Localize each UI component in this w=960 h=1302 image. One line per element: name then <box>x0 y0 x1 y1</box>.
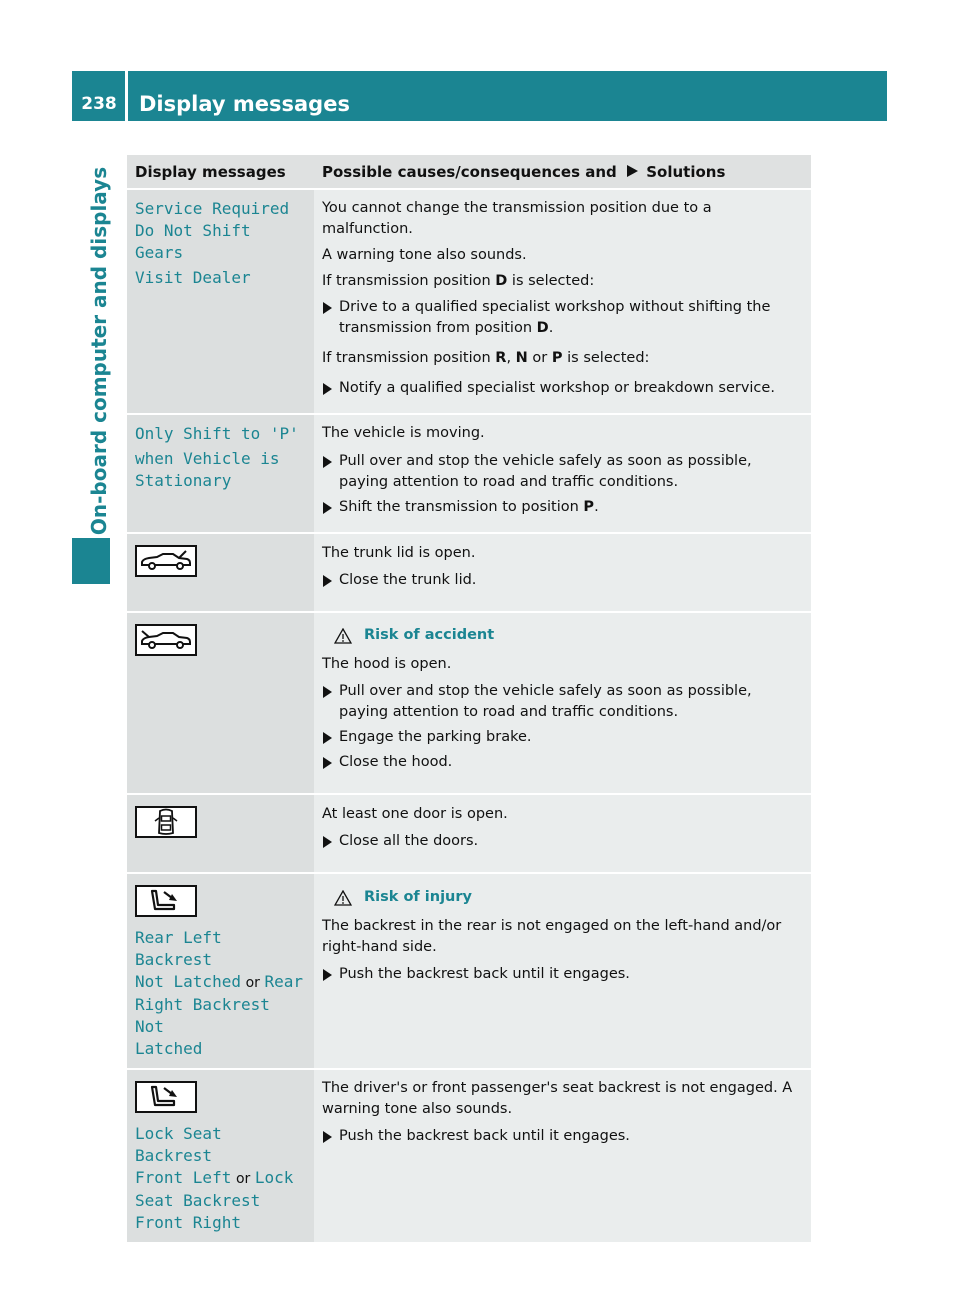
display-message-cell <box>127 873 314 1069</box>
solution-step: Engage the parking brake. <box>322 727 805 748</box>
step-arrow-icon <box>323 1131 332 1143</box>
step-arrow-icon <box>323 757 332 769</box>
table-row <box>127 414 811 533</box>
display-message-line: Service Required <box>135 199 290 218</box>
display-message-line: Not Latched <box>135 972 241 991</box>
display-message-cell <box>127 533 314 612</box>
cause-text: If transmission position R, N or P is selected: <box>322 350 650 366</box>
warning-notice <box>322 887 805 908</box>
side-section-tab <box>72 538 110 584</box>
step-arrow-icon <box>323 969 332 981</box>
cause-text: You cannot change the transmission position due to a malfunction. <box>322 200 712 237</box>
table-row <box>127 1069 811 1242</box>
display-message-cell <box>127 414 314 533</box>
table-row <box>127 533 811 612</box>
solution-step: Close the trunk lid. <box>322 570 805 591</box>
warning-triangle-icon <box>334 628 352 644</box>
display-message-line: Right Backrest Not <box>135 995 270 1036</box>
step-arrow-icon <box>323 686 332 698</box>
display-message-line: Seat Backrest <box>135 1191 261 1210</box>
cause-text: The vehicle is moving. <box>322 425 485 441</box>
solution-step: Pull over and stop the vehicle safely as soon as possible, paying attention to road and traffic conditions. <box>322 681 805 723</box>
step-arrow-icon <box>323 732 332 744</box>
warning-label: Risk of accident <box>364 627 495 643</box>
solution-arrow-icon <box>625 164 639 178</box>
page-header <box>72 71 887 121</box>
display-message-line: Front Left <box>135 1168 232 1187</box>
display-message-line: Do Not Shift Gears <box>135 221 251 262</box>
door-open-icon <box>135 806 197 838</box>
display-message-line: Front Right <box>135 1213 241 1232</box>
solution-step: Notify a qualified specialist workshop or breakdown service. <box>322 378 805 399</box>
step-arrow-icon <box>323 836 332 848</box>
warning-triangle-icon <box>334 890 352 906</box>
display-message-line: Rear <box>264 972 304 991</box>
display-message-line: Only Shift to 'P' <box>135 424 299 443</box>
display-message-line: Rear Left Backrest <box>135 928 222 969</box>
page-title: Display messages <box>139 92 350 116</box>
page-number: 238 <box>81 94 117 114</box>
solution-cell <box>314 1069 811 1242</box>
solution-step: Drive to a qualified specialist workshop without shifting the transmission from position D. <box>322 297 805 339</box>
column-header-causes-text: Possible causes/consequences and <box>322 162 617 181</box>
solution-cell <box>314 414 811 533</box>
solution-cell <box>314 612 811 794</box>
step-arrow-icon <box>323 575 332 587</box>
solution-step: Close all the doors. <box>322 831 805 852</box>
seat-backrest-icon <box>135 1081 197 1113</box>
or-connector: or <box>235 1171 251 1187</box>
solution-step: Push the backrest back until it engages. <box>322 964 805 985</box>
display-message-cell <box>127 189 314 414</box>
column-header-solutions-text: Solutions <box>646 162 726 181</box>
solution-step: Push the backrest back until it engages. <box>322 1126 805 1147</box>
side-section-label-text: On-board computer and displays <box>87 166 112 536</box>
cause-text: The trunk lid is open. <box>322 545 476 561</box>
display-message-cell <box>127 612 314 794</box>
seat-backrest-icon <box>135 885 197 917</box>
or-connector: or <box>245 975 260 991</box>
warning-label: Risk of injury <box>364 889 472 905</box>
table-row <box>127 873 811 1069</box>
cause-text: The hood is open. <box>322 656 452 672</box>
warning-notice <box>322 625 805 646</box>
solution-step: Pull over and stop the vehicle safely as soon as possible, paying attention to road and traffic conditions. <box>322 451 805 493</box>
display-message-line: Lock Seat Backrest <box>135 1124 222 1165</box>
table-row <box>127 794 811 873</box>
solution-cell <box>314 533 811 612</box>
display-message-line: when Vehicle is <box>135 449 280 468</box>
solution-step: Shift the transmission to position P. <box>322 497 805 518</box>
cause-text: A warning tone also sounds. <box>322 247 527 263</box>
step-arrow-icon <box>323 383 332 395</box>
step-arrow-icon <box>323 502 332 514</box>
display-message-cell <box>127 794 314 873</box>
table-row <box>127 189 811 414</box>
display-messages-table <box>127 155 811 1242</box>
cause-text: The backrest in the rear is not engaged on the left-hand and/or right-hand side. <box>322 918 782 955</box>
display-message-cell <box>127 1069 314 1242</box>
table-header-row <box>127 155 811 189</box>
display-message-line: Latched <box>135 1039 203 1058</box>
display-message-line: Lock <box>254 1168 294 1187</box>
step-arrow-icon <box>323 456 332 468</box>
table-row <box>127 612 811 794</box>
display-message-line: Stationary <box>135 471 232 490</box>
solution-cell <box>314 794 811 873</box>
column-header-causes-solutions <box>314 155 811 189</box>
cause-text: The driver's or front passenger's seat backrest is not engaged. A warning tone also sounds. <box>322 1080 793 1117</box>
header-divider <box>125 71 128 121</box>
cause-text: If transmission position D is selected: <box>322 273 595 289</box>
side-section-label <box>85 166 113 536</box>
column-header-display-messages: Display messages <box>127 155 314 189</box>
solution-step: Close the hood. <box>322 752 805 773</box>
hood-open-icon <box>135 624 197 656</box>
step-arrow-icon <box>323 302 332 314</box>
solution-cell <box>314 189 811 414</box>
trunk-open-icon <box>135 545 197 577</box>
solution-cell <box>314 873 811 1069</box>
display-message-line: Visit Dealer <box>135 268 251 287</box>
cause-text: At least one door is open. <box>322 806 508 822</box>
